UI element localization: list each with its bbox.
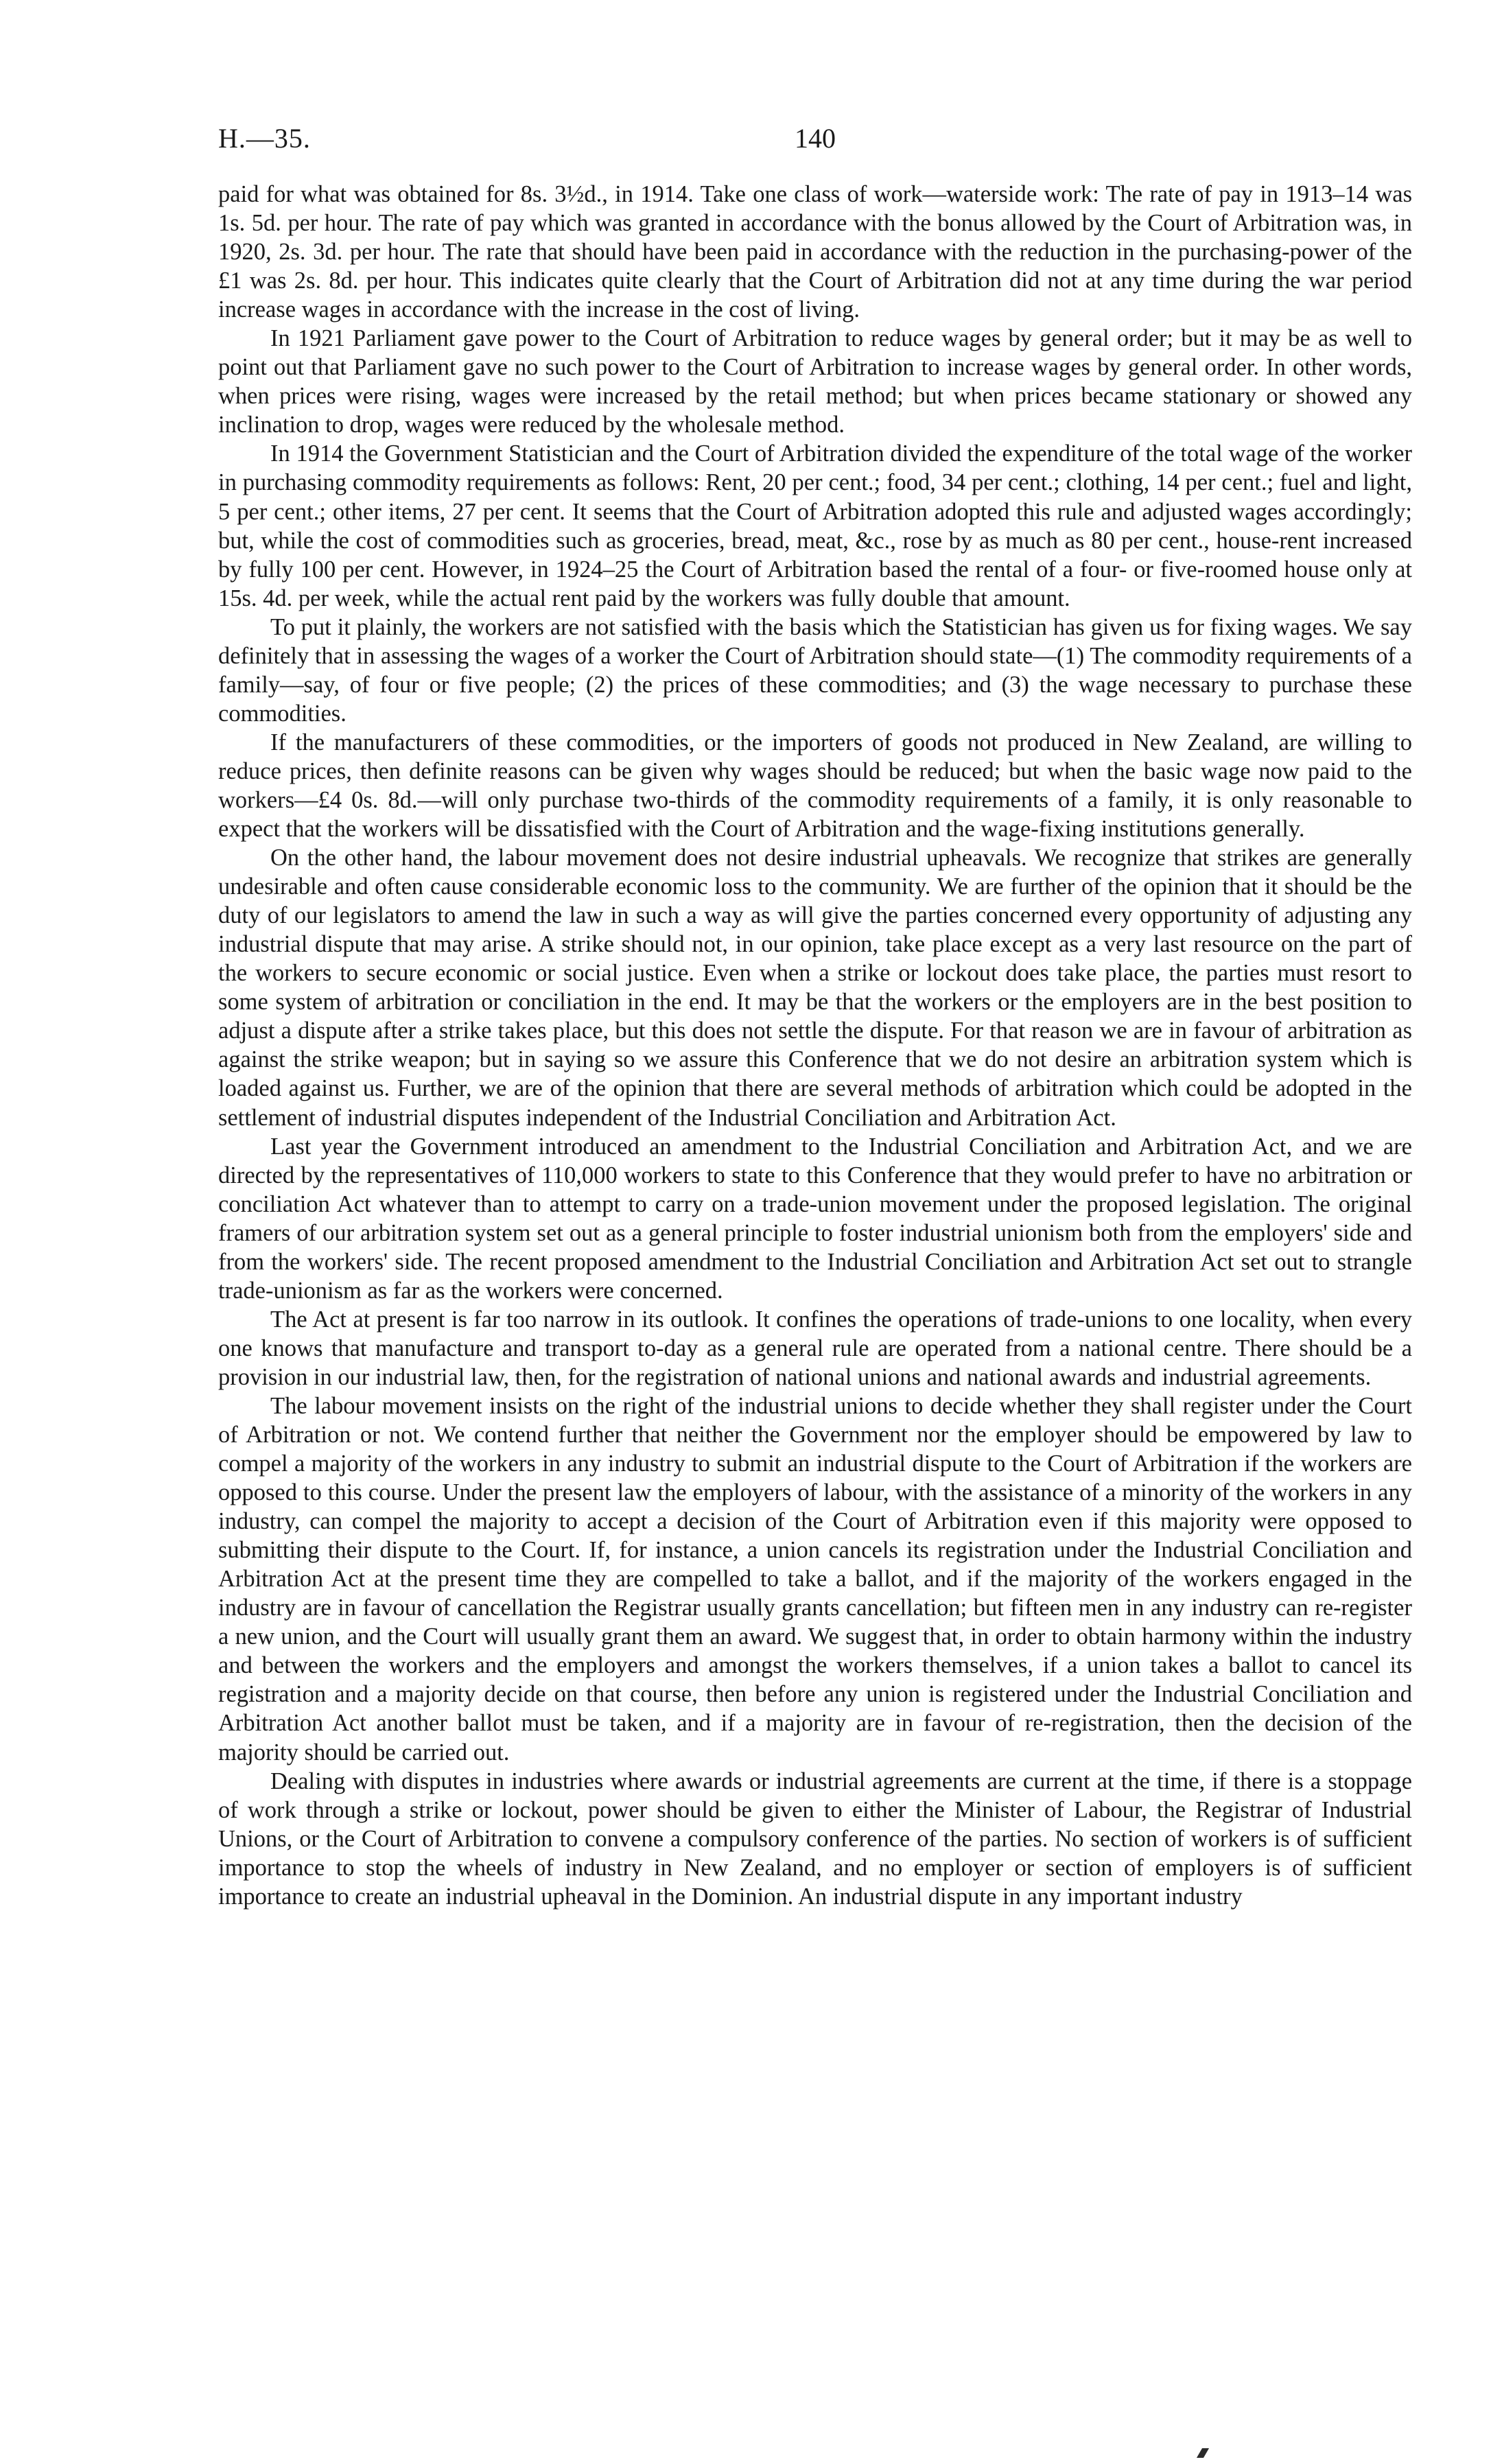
paragraph: To put it plainly, the workers are not satisfied with the basis which the Statistician has given us for fixing wages. We say definitely that in assessing the wages of a worker the Court of Arbitration should state—(1) The commodity requirements of a family—say, of four or five people; (2) the prices of these commodities; and (3) the wage necessary to purchase these commodities. [218, 613, 1412, 727]
scan-mark [1197, 2448, 1209, 2458]
paragraph-continuation: paid for what was obtained for 8s. 3½d., in 1914. Take one class of work—waterside work: The rate of pay in 1913–14 was 1s. 5d. per hour. The rate of pay which was granted in accordance with the bonus allowed by the Court of Arbitration was, in 1920, 2s. 3d. per hour. The rate that should have been paid in accordance with the reduction in the purchasing-power of the £1 was 2s. 8d. per hour. This indicates quite clearly that the Court of Arbitration did not at any time during the war period increase wages in accordance with the increase in the cost of living. [218, 181, 1412, 323]
paragraph: In 1914 the Government Statistician and the Court of Arbitration divided the expenditure of the total wage of the worker in purchasing commodity requirements as follows: Rent, 20 per cent.; food, 34 per cent.; clothing, 14 per cent.; fuel and light, 5 per cent.; other items, 27 per cent. It seems that the Court of Arbitration adopted this rule and adjusted wages accordingly; but, while the cost of commodities such as groceries, bread, meat, &c., rose by as much as 80 per cent., house-rent increased by fully 100 per cent. However, in 1924–25 the Court of Arbitration based the rental of a four- or five-roomed house only at 15s. 4d. per week, while the actual rent paid by the workers was fully double that amount. [218, 441, 1412, 611]
paragraph: In 1921 Parliament gave power to the Court of Arbitration to reduce wages by general order; but it may be as well to point out that Parliament gave no such power to the Court of Arbitration to increase wages by general order. In other words, when prices were rising, wages were increased by the retail method; but when prices became stationary or showed any inclination to drop, wages were reduced by the wholesale method. [218, 325, 1412, 438]
document-reference: H.—35. [218, 123, 311, 154]
paragraph: Last year the Government introduced an amendment to the Industrial Conciliation and Arbitration Act, and we are directed by the representatives of 110,000 workers to state to this Conference that they would prefer to have no arbitration or conciliation Act whatever than to attempt to carry on a trade-union movement under the proposed legislation. The original framers of our arbitration system set out as a general principle to foster industrial unionism both from the employers' side and from the workers' side. The recent proposed amendment to the Industrial Conciliation and Arbitration Act set out to strangle trade-unionism as far as the workers were concerned. [218, 1133, 1412, 1304]
paragraph: On the other hand, the labour movement does not desire industrial upheavals. We recognize that strikes are generally undesirable and often cause considerable economic loss to the community. We are further of the opinion that it should be the duty of our legislators to amend the law in such a way as will give the parties concerned every opportunity of adjusting any industrial dispute that may arise. A strike should not, in our opinion, take place except as a very last resource on the part of the workers to secure economic or social justice. Even when a strike or lockout does take place, the parties must resort to some system of arbitration or conciliation in the end. It may be that the workers or the employers are in the best position to adjust a dispute after a strike takes place, but this does not settle the dispute. For that reason we are in favour of arbitration as against the strike weapon; but in saying so we assure this Conference that we do not desire an arbitration system which is loaded against us. Further, we are of the opinion that there are several methods of arbitration which could be adopted in the settlement of industrial disputes independent of the Industrial Conciliation and Arbitration Act. [218, 845, 1412, 1131]
paragraph: If the manufacturers of these commodities, or the importers of goods not produced in New Zealand, are willing to reduce prices, then definite reasons can be given why wages should be reduced; but when the basic wage now paid to the workers—£4 0s. 8d.—will only purchase two-thirds of the commodity requirements of a family, it is only reasonable to expect that the workers will be dissatisfied with the Court of Arbitration and the wage-fixing institutions generally. [218, 729, 1412, 843]
paragraph: Dealing with disputes in industries where awards or industrial agreements are current at the time, if there is a stoppage of work through a strike or lockout, power should be given to either the Minister of Labour, the Registrar of Industrial Unions, or the Court of Arbitration to convene a compulsory conference of the parties. No section of workers is of sufficient importance to stop the wheels of industry in New Zealand, and no employer or section of employers is of sufficient importance to create an industrial upheaval in the Dominion. An industrial dispute in any important industry [218, 1768, 1412, 1910]
body-text [218, 180, 1412, 1911]
page-number: 140 [795, 123, 836, 154]
paragraph: The Act at present is far too narrow in its outlook. It confines the operations of trade-unions to one locality, when every one knows that manufacture and transport to-day as a general rule are operated from a national centre. There should be a provision in our industrial law, then, for the registration of national unions and national awards and industrial agreements. [218, 1306, 1412, 1390]
paragraph: The labour movement insists on the right of the industrial unions to decide whether they shall register under the Court of Arbitration or not. We contend further that neither the Government nor the employer should be empowered by law to compel a majority of the workers in any industry to submit an industrial dispute to the Court of Arbitration if the workers are opposed to this course. Under the present law the employers of labour, with the assistance of a minority of the workers in any industry, can compel the majority to accept a decision of the Court of Arbitration even if this majority were opposed to submitting their dispute to the Court. If, for instance, a union cancels its registration under the Industrial Conciliation and Arbitration Act at the present time they are compelled to take a ballot, and if the majority of the workers engaged in the industry are in favour of cancellation the Registrar usually grants cancellation; but fifteen men in any industry can re-register a new union, and the Court will usually grant them an award. We suggest that, in order to obtain harmony within the industry and between the workers and the employers and amongst the workers themselves, if a union takes a ballot to cancel its registration and a majority decide on that course, then before any union is registered under the Industrial Conciliation and Arbitration Act another ballot must be taken, and if a majority are in favour of re-registration, then the decision of the majority should be carried out. [218, 1392, 1412, 1765]
